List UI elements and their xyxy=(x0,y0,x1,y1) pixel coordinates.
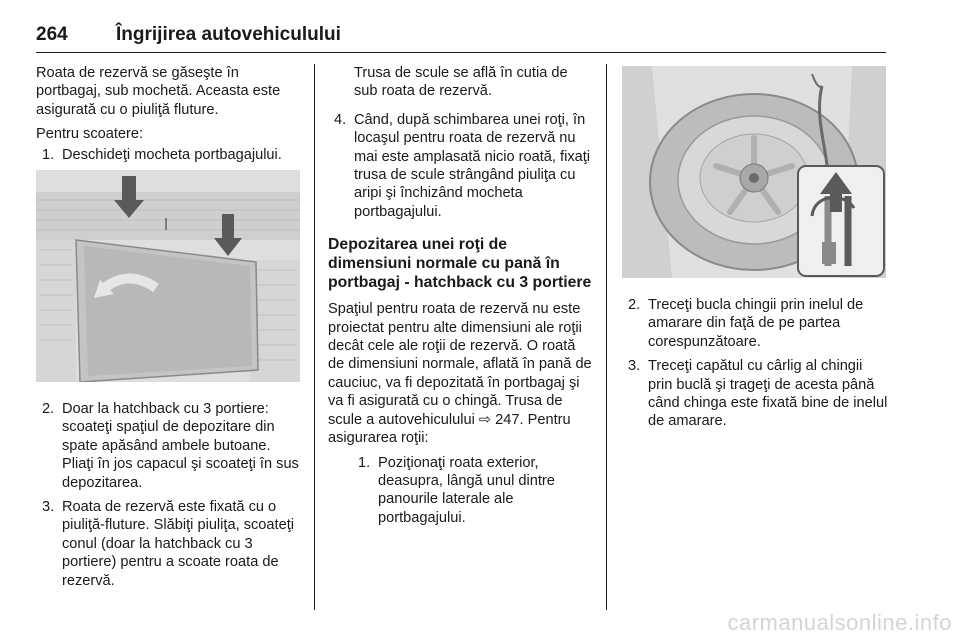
list-item: 3. Roata de rezervă este fixată cu o piuliţă-fluture. Slăbiţi piuliţa, scoateţi conul (doar la hatchback cu 3 portiere) pentru a scoate roata de rezervă. xyxy=(42,499,294,589)
continuation-text: Trusa de scule se află în cutia de sub roata de rezervă. xyxy=(354,65,568,100)
list-item: 1. Poziţionaţi roata exterior, deasupra, lângă unul dintre panourile laterale ale portbagajului. xyxy=(358,454,555,526)
column-2 xyxy=(328,64,592,533)
watermark: carmanualsonline.info xyxy=(727,610,952,635)
list-item: 2. Treceţi bucla chingii prin inelul de amarare din faţă de pe partea corespunzătoare. xyxy=(628,297,864,350)
list-item: 2. Doar la hatchback cu 3 portiere: scoateţi spaţiul de depozitare din spate apăsând ambele butoane. Pliaţi în jos capacul şi scoateţi în sus depozitarea. xyxy=(42,401,299,491)
list-item: 1. Deschideţi mocheta portbagajului. xyxy=(42,146,282,163)
list-item: 4. Când, după schimbarea unei roţi, în locaşul pentru roata de rezervă nu mai este amplasată nicio roată, fixaţi trusa de scule strângând piuliţa cu aripi şi închizând mocheta portbagajului. xyxy=(334,111,591,220)
sub-list xyxy=(328,454,592,528)
intro-paragraph: Roata de rezervă se găseşte în portbagaj, sub mochetă. Aceasta este asigurată cu o piuliţă fluture. xyxy=(36,65,281,118)
trunk-storage-illustration xyxy=(36,170,300,382)
section-paragraph: Spaţiul pentru roata de rezervă nu este proiectat pentru alte dimensiuni ale roţii decât cele ale roţii de rezervă. O roată de dimensiuni normale, aflată în pană de cauciuc, va fi depozitată în portbagaj şi va fi asigurată cu o chingă. Trusa de scule a autovehiculului ⇨ 247. Pentru asigurarea roţii: xyxy=(328,301,592,447)
column-1 xyxy=(36,64,300,596)
section-heading: Depozitarea unei roţi de dimensiuni normale cu pană în portbagaj - hatchback cu 3 portiere xyxy=(328,236,592,292)
storage-cover-image xyxy=(36,170,300,382)
list-item: 3. Treceţi capătul cu cârlig al chingii prin buclă şi trageţi de acesta până când chinga este fixată bine de inelul de amarare. xyxy=(628,358,888,430)
column-3 xyxy=(622,64,888,437)
page-header xyxy=(36,22,886,53)
removal-label: Pentru scoatere: xyxy=(36,126,144,143)
page-title: Îngrijirea autovehiculului xyxy=(116,24,341,45)
spare-wheel-image xyxy=(622,66,886,278)
spare-wheel-illustration xyxy=(622,66,886,278)
column-divider xyxy=(606,64,607,610)
page-number: 264 xyxy=(36,24,68,45)
column-divider xyxy=(314,64,315,610)
